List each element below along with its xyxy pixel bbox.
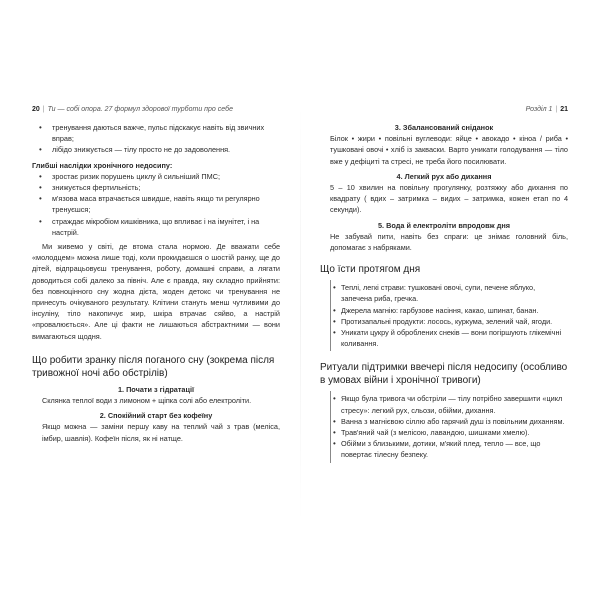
top-bullet-list xyxy=(32,122,280,156)
section-heading: Що їсти протягом дня xyxy=(320,264,421,276)
page-number: 21 xyxy=(560,106,568,113)
step-heading: 4. Легкий рух або дихання xyxy=(396,171,492,181)
left-page xyxy=(32,104,280,444)
list-item: • Якщо була тривога чи обстріли — тілу потрібно завершити «цикл стресу»: легкий рух, сльози, обійми, дихання. xyxy=(331,393,568,415)
section-heading: Ритуали підтримки ввечері після недосипу (особливо в умовах війни і хронічної тривоги) xyxy=(320,362,568,387)
list-item: • тренування даються важче, пульс підскакує навіть від звичних вправ; xyxy=(32,122,280,144)
rituals-list xyxy=(330,391,568,462)
section-heading: Що робити зранку після поганого сну (зокрема після тривожної ночі або обстрілів) xyxy=(32,354,275,379)
step-heading: 3. Збалансований сніданок xyxy=(394,123,494,132)
list-item: • Трав'яний чай (з мелісою, лавандою, шишками хмелю). xyxy=(331,427,568,438)
list-item: • знижується фертильність; xyxy=(32,182,280,193)
list-item: • Джерела магнію: гарбузове насіння, какао, шпинат, банан. xyxy=(331,305,568,316)
step-text: Склянка теплої води з лимоном + щіпка солі або електроліти. xyxy=(42,396,252,406)
list-item: • Протизапальні продукти: лосось, куркума, зелений чай, ягоди. xyxy=(331,316,568,327)
left-running-head xyxy=(32,104,280,116)
header-separator: | xyxy=(42,106,45,113)
list-item: • Теплі, легкі страви: тушковані овочі, супи, печене яблуко, запечена риба, гречка. xyxy=(331,282,568,304)
right-page xyxy=(320,104,568,467)
subheading: Глибші наслідки хронічного недосипу: xyxy=(32,160,173,170)
running-title: Ти — собі опора. 27 формул здорової турботи про себе xyxy=(47,106,233,113)
list-item: • страждає мікробіом кишківника, що впливає і на імунітет, і на настрій. xyxy=(32,216,280,238)
step-text: Не забувай пити, навіть без спраги: це знімає головний біль, допомагає з набряками. xyxy=(330,231,568,253)
right-running-head xyxy=(320,104,568,116)
list-item: • м'язова маса втрачається швидше, навіть якщо ти регулярно тренуєшся; xyxy=(32,193,280,215)
step-text: 5 – 10 хвилин на повільну прогулянку, розтяжку або дихання по квадрату ( вдих – затримка – видих – затримка, кожен етап по 4 секунди). xyxy=(330,183,568,215)
header-separator: | xyxy=(555,106,558,113)
step-heading: 2. Спокійний старт без кофеїну xyxy=(99,411,213,421)
eat-list xyxy=(330,280,568,351)
step-text: Якщо можна — заміни першу каву на теплий чай з трав (меліса, імбир, шавлія). Кофеїн після, як ні натще. xyxy=(42,422,280,443)
chronic-bullet-list xyxy=(32,171,280,238)
book-spread xyxy=(32,104,568,524)
page-number: 20 xyxy=(32,106,40,113)
step-heading: 1. Почати з гідратації xyxy=(117,384,195,394)
list-item: • Ванна з магнієвою сіллю або гарячий душ із повільним диханням. xyxy=(331,416,568,427)
list-item: • лібідо знижується — тілу просто не до задоволення. xyxy=(32,144,280,155)
list-item: • Обійми з близькими, дотики, м'який плед, тепло — все, що повертає тілесну безпеку. xyxy=(331,438,568,460)
list-item: • зростає ризик порушень циклу й сильніший ПМС; xyxy=(32,171,280,182)
chapter-label: Розділ 1 xyxy=(525,106,553,113)
body-paragraph: Ми живемо у світі, де втома стала нормою. Де вважати себе «молодцем» можна лише тоді, коли прокидаєшся о шостій ранку, ще до дітей, відпрацьовуєш тренування, роботу, домашні справи, а лягати доводиться собі далеко за північ. Але є правда, яку складно прийняти: без повноцінного сну жодна дієта, жоден детокс чи тренування не принесуть очікуваного результату. Клітини стануть менш чутливими до інсуліну, тіло накопичує жир, шкіра втрачає сяйво, а настрій «провалюється». Але ці факти не лишаються абстрактними — вони вимагаються щодня. xyxy=(32,242,280,341)
step-heading: 5. Вода й електроліти впродовж дня xyxy=(377,220,511,230)
list-item: • Уникати цукру й оброблених снеків — вони погіршують глікемічні коливання. xyxy=(331,327,568,349)
page-gutter xyxy=(300,104,301,524)
step-text: Білок • жири • повільні вуглеводи: яйце • авокадо • кіноа / риба • тушковані овочі • хліб із закваски. Варто уникати голодування — тіло вже у дефіциті та стресі, не треба його посилювати. xyxy=(330,134,568,166)
